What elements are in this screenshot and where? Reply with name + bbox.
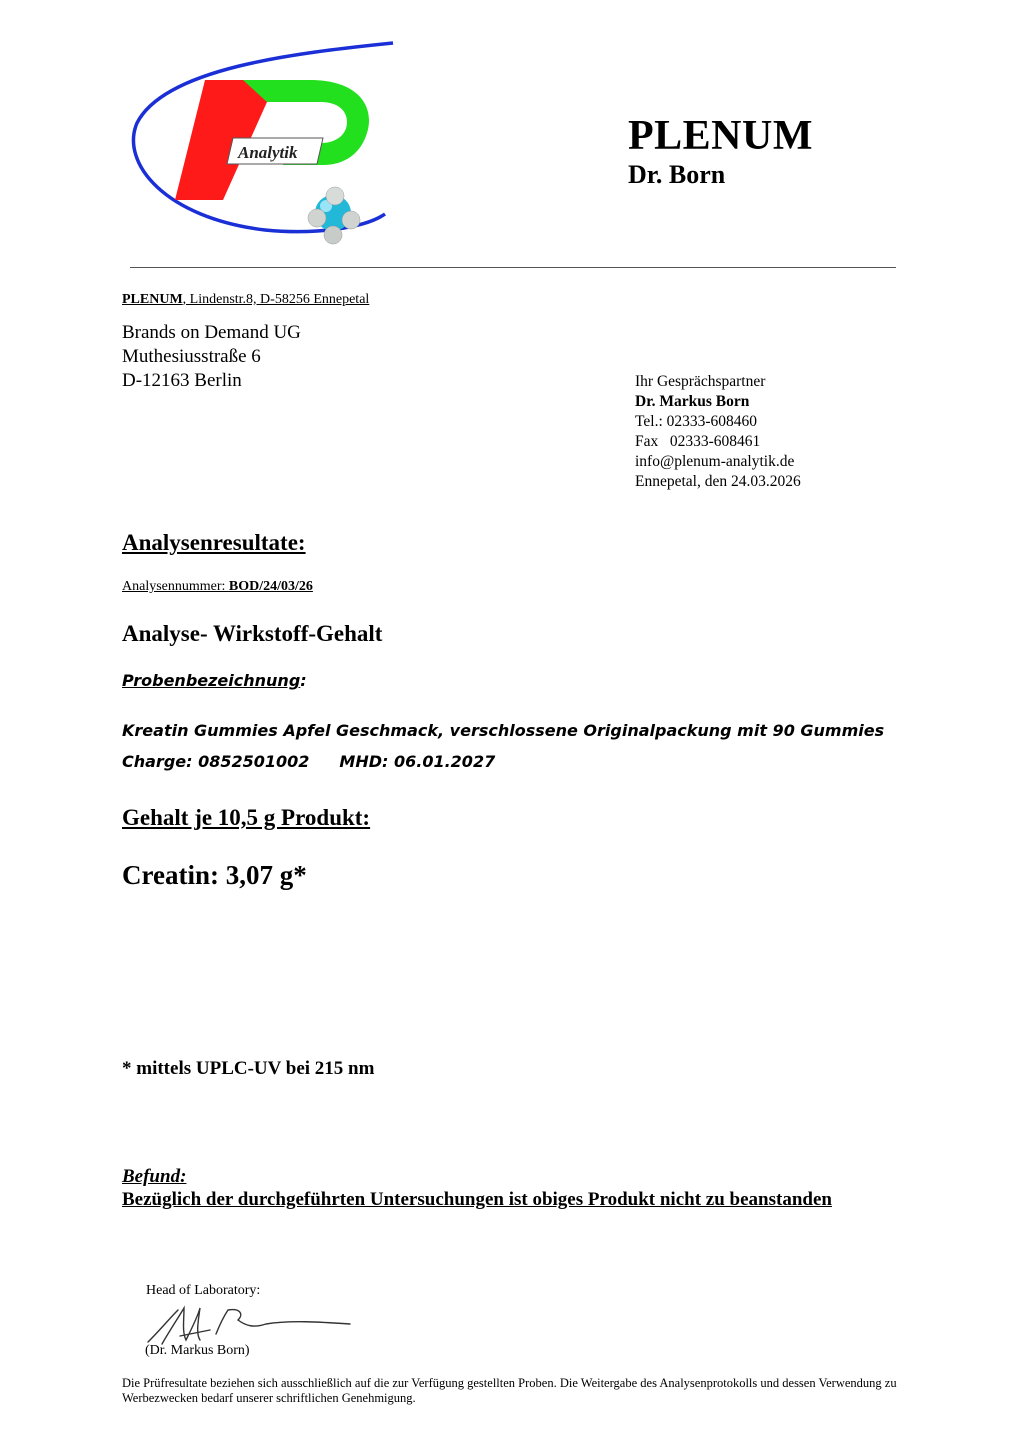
brand-subtitle: Dr. Born	[628, 160, 726, 189]
recipient-line-2: Muthesiusstraße 6	[122, 346, 261, 367]
signature-head: Head of Laboratory:	[146, 1283, 261, 1298]
sample-charge-line	[122, 752, 495, 771]
sample-mhd: MHD: 06.01.2027	[339, 752, 496, 771]
analysis-number-label: Analysennummer:	[122, 579, 229, 594]
finding-label: Befund:	[122, 1166, 187, 1187]
brand-title: PLENUM	[628, 113, 813, 159]
analysis-heading: Analyse- Wirkstoff-Gehalt	[122, 621, 383, 646]
contact-label: Ihr Gesprächspartner	[635, 373, 766, 390]
content-heading: Gehalt je 10,5 g Produkt:	[122, 805, 371, 830]
contact-date: Ennepetal, den 24.03.2026	[635, 473, 801, 490]
header-divider	[130, 267, 896, 268]
signature-name: (Dr. Markus Born)	[145, 1343, 250, 1358]
finding-text: Bezüglich der durchgeführten Untersuchungen ist obiges Produkt nicht zu beanstanden	[122, 1189, 832, 1210]
contact-name: Dr. Markus Born	[635, 393, 750, 410]
sender-line	[122, 292, 369, 308]
method-note: * mittels UPLC-UV bei 215 nm	[122, 1058, 375, 1079]
sample-label	[122, 671, 307, 690]
plenum-analytik-logo	[125, 38, 415, 253]
recipient-address	[122, 321, 301, 393]
logo-text: Analytik	[238, 143, 298, 162]
contact-fax: Fax 02333-608461	[635, 433, 761, 450]
contact-block	[635, 372, 801, 492]
sample-label-text: Probenbezeichnung	[122, 671, 301, 690]
recipient-line-3: D-12163 Berlin	[122, 370, 242, 391]
recipient-line-1: Brands on Demand UG	[122, 322, 301, 343]
sample-charge: Charge: 0852501002	[122, 752, 310, 771]
analysis-number	[122, 579, 313, 595]
results-heading: Analysenresultate:	[122, 530, 306, 555]
sample-label-colon: :	[300, 671, 307, 690]
contact-email: info@plenum-analytik.de	[635, 453, 795, 470]
contact-tel: Tel.: 02333-608460	[635, 413, 758, 430]
sender-address: , Lindenstr.8, D-58256 Ennepetal	[182, 292, 370, 307]
disclaimer: Die Prüfresultate beziehen sich ausschließlich auf die zur Verfügung gestellten Proben. Die Weitergabe des Analysenprotokolls und dessen Verwendung zu Werbezwecken bedarf unserer schriftlichen Genehmigung.	[122, 1376, 897, 1405]
analysis-number-value: BOD/24/03/26	[228, 579, 313, 594]
sender-name: PLENUM	[122, 292, 183, 307]
creatin-result: Creatin: 3,07 g*	[122, 860, 307, 890]
molecule-icon	[308, 187, 360, 244]
sample-description: Kreatin Gummies Apfel Geschmack, verschlossene Originalpackung mit 90 Gummies	[122, 721, 885, 740]
